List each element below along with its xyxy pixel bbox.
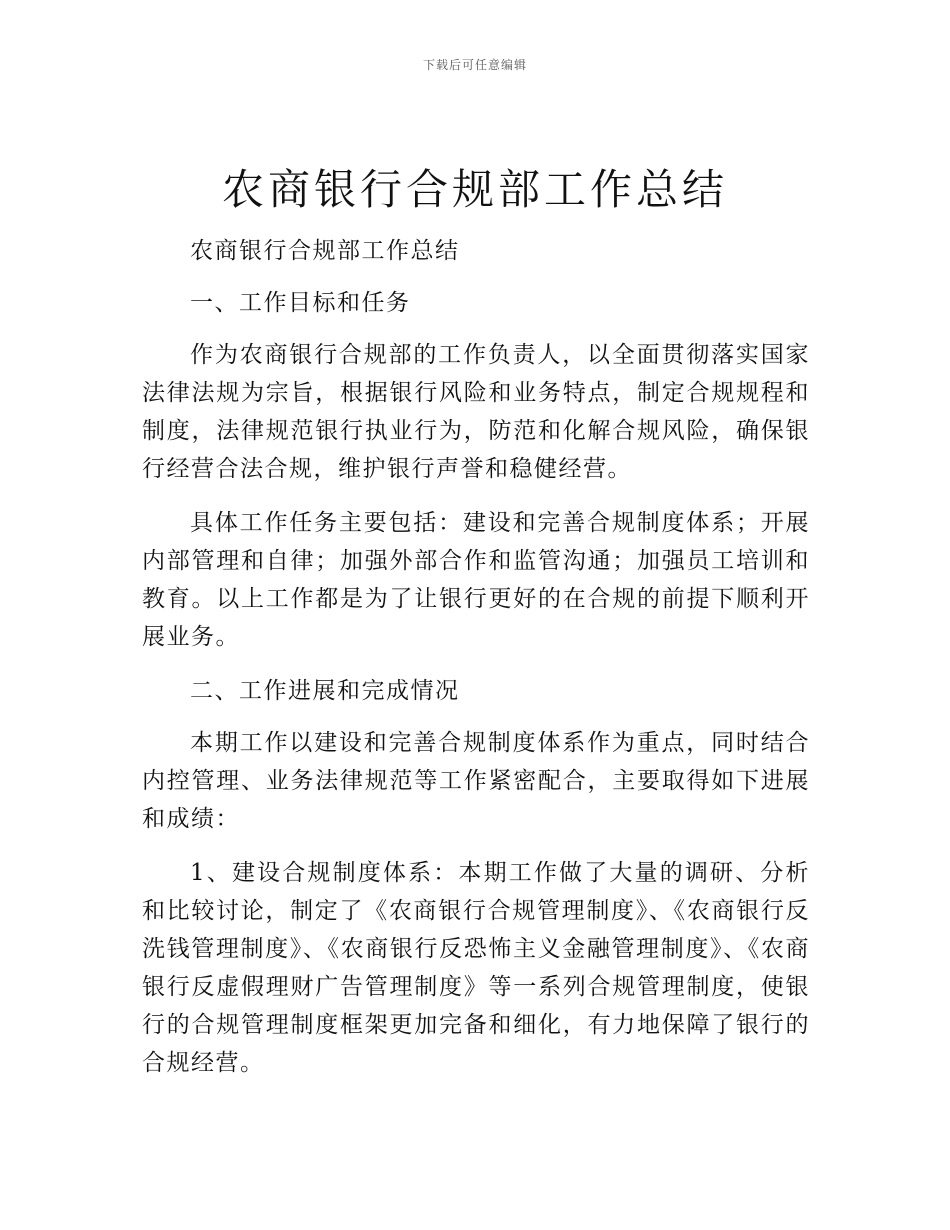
- body-paragraph: 1、建设合规制度体系：本期工作做了大量的调研、分析和比较讨论，制定了《农商银行合规管理制度》、《农商银行反洗钱管理制度》、《农商银行反恐怖主义金融管理制度》、《农商银行反虚假理财广告管理制度》等一系列合规管理制度，使银行的合规管理制度框架更加完备和细化，有力地保障了银行的合规经营。: [142, 860, 810, 1076]
- body-paragraph: 作为农商银行合规部的工作负责人，以全面贯彻落实国家法律法规为宗旨，根据银行风险和业务特点，制定合规规程和制度，法律规范银行执业行为，防范和化解合规风险，确保银行经营合法合规，维护银行声誉和稳健经营。: [142, 342, 810, 482]
- document-body: [142, 232, 810, 1082]
- section-heading-goals: 一、工作目标和任务: [190, 290, 411, 316]
- subtitle-paragraph: 农商银行合规部工作总结: [190, 238, 460, 264]
- document-title: 农商银行合规部工作总结: [221, 165, 728, 214]
- body-paragraph: 具体工作任务主要包括：建设和完善合规制度体系；开展内部管理和自律；加强外部合作和监管沟通；加强员工培训和教育。以上工作都是为了让银行更好的在合规的前提下顺利开展业务。: [142, 510, 810, 650]
- body-paragraph: 本期工作以建设和完善合规制度体系作为重点，同时结合内控管理、业务法律规范等工作紧密配合，主要取得如下进展和成绩：: [142, 730, 810, 832]
- section-heading-progress: 二、工作进展和完成情况: [190, 678, 460, 704]
- header-note: 下载后可任意编辑: [422, 58, 527, 72]
